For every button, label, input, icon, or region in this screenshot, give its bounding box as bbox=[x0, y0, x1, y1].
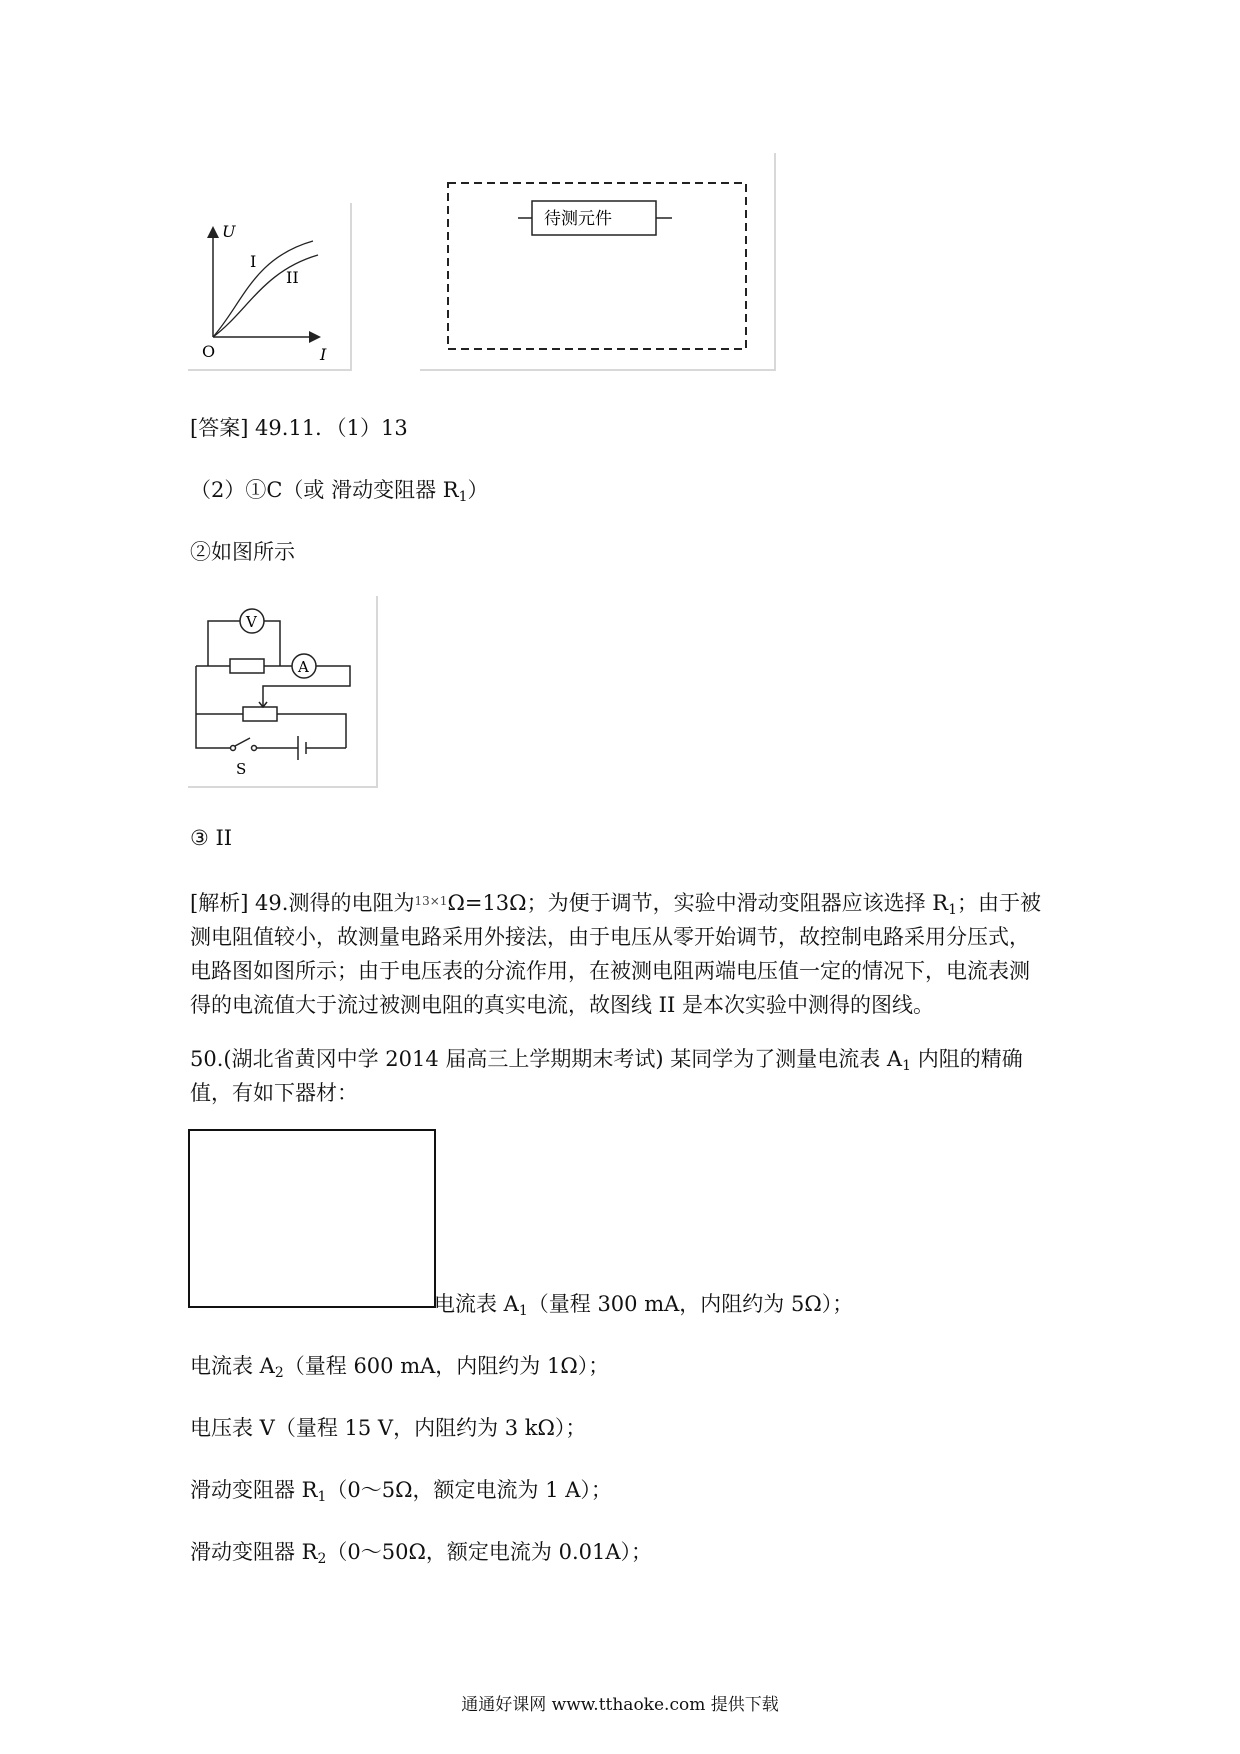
question-50-line-1: 50.(湖北省黄冈中学 2014 届高三上学期期末考试) 某同学为了测量电流表 $A_1$ 内阻的精确 bbox=[190, 1047, 1023, 1074]
component-box-svg bbox=[420, 153, 772, 367]
voltmeter-label: V bbox=[246, 613, 257, 631]
question-50-line-2: 值，有如下器材： bbox=[190, 1081, 358, 1105]
answer-line-2: （2）①C（或 滑动变阻器 $R_1$） bbox=[190, 478, 489, 505]
answer-line-3: ②如图所示 bbox=[190, 540, 295, 564]
analysis-line-4: 得的电流值大于流过被测电阻的真实电流，故图线 II 是本次实验中测得的图线。 bbox=[190, 993, 934, 1017]
component-box-figure bbox=[420, 153, 776, 371]
x-axis-label: I bbox=[320, 345, 327, 364]
switch-label: S bbox=[236, 760, 247, 778]
circuit-figure bbox=[188, 596, 378, 788]
curve-2-label: II bbox=[286, 268, 299, 287]
answer-line-4: ③ II bbox=[190, 826, 233, 850]
origin-label: O bbox=[202, 342, 216, 361]
equipment-item-4: 滑动变阻器 $R_1(0\sim 5\Omega$，额定电流为 1 A）； bbox=[190, 1478, 612, 1505]
image-placeholder-frame bbox=[188, 1129, 436, 1308]
equipment-item-3: 电压表 V（量程 15 V，内阻约为 3 kΩ）； bbox=[190, 1416, 587, 1440]
curve-1 bbox=[213, 241, 313, 337]
ammeter-label: A bbox=[298, 658, 309, 676]
analysis-paragraph bbox=[190, 884, 1070, 1022]
y-axis-label: U bbox=[222, 222, 236, 241]
curve-1-label: I bbox=[250, 252, 257, 271]
page-footer: 通通好课网 www.tthaoke.com 提供下载 bbox=[461, 1695, 779, 1715]
equipment-item-5: 滑动变阻器 $R_2(0\sim 50\Omega$，额定电流为 0.01A）； bbox=[190, 1540, 653, 1567]
equipment-item-1: 电流表 $A_1$（量程 300 mA，内阻约为 5Ω）； bbox=[434, 1292, 854, 1319]
ui-graph-svg bbox=[188, 203, 348, 367]
answer-line-1: [答案] 49.11．（1）13 bbox=[190, 416, 408, 440]
ui-graph-figure bbox=[188, 203, 352, 371]
analysis-line-3: 电路图如图所示；由于电压表的分流作用，在被测电阻两端电压值一定的情况下，电流表测 bbox=[190, 959, 1030, 983]
analysis-line-2: 测电阻值较小，故测量电路采用外接法，由于电压从零开始调节，故控制电路采用分压式， bbox=[190, 925, 1030, 949]
component-label: 待测元件 bbox=[544, 209, 612, 229]
circuit-svg bbox=[188, 596, 374, 784]
question-50 bbox=[190, 1042, 1070, 1110]
equipment-item-2: 电流表 $A_2$（量程 600 mA，内阻约为 1Ω）； bbox=[190, 1354, 610, 1381]
analysis-line-1: [解析] 49.测得的电阻为$^{13\times 1}$Ω=13Ω；为便于调节，实验中滑动变阻器应该选择 $R_1$；由于被 bbox=[190, 891, 1041, 918]
